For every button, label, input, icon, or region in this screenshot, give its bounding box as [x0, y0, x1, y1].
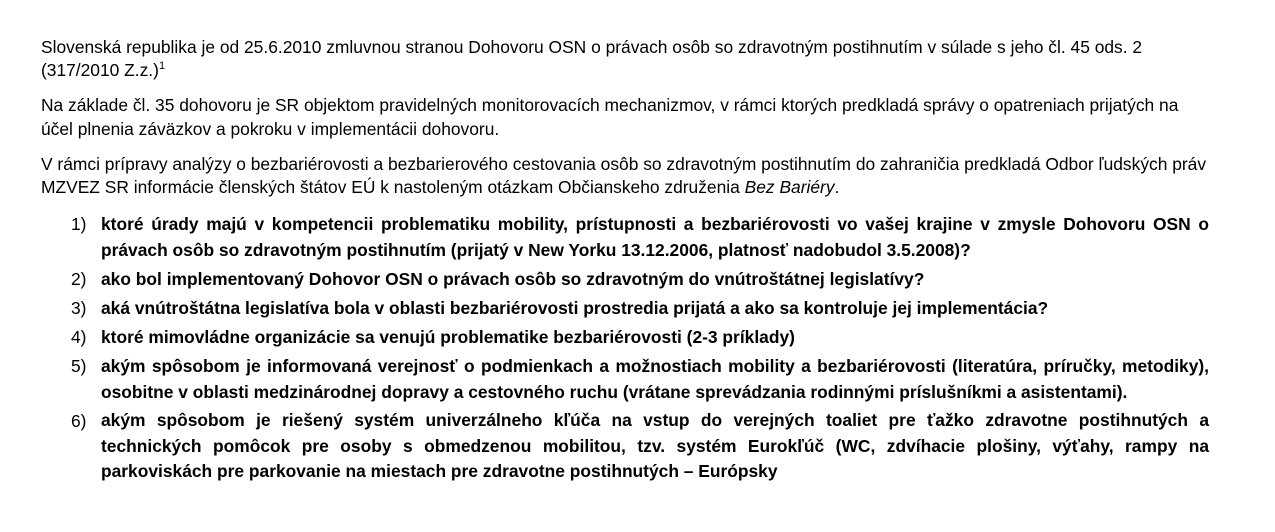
list-item: [41, 266, 1209, 292]
list-item-text: akým spôsobom je riešený systém univerzálneho kľúča na vstup do verejných toaliet pre ťažko zdravotne postihnutých a technických pomôcok pre osoby s obmedzenou mobilitou, tzv. systém Eurokľúč (WC, zdvíhacie plošiny, výťahy, rampy na parkoviskách pre parkovanie na miestach pre zdravotne postihnutých – Európsky: [101, 410, 1209, 482]
list-item-text: ktoré mimovládne organizácie sa venujú problematike bezbariérovosti (2-3 príklady): [101, 327, 795, 348]
organization-name: Bez Bariéry: [744, 177, 835, 198]
paragraph-convention-text: Slovenská republika je od 25.6.2010 zmluvnou stranou Dohovoru OSN o právach osôb so zdravotným postihnutím v súlade s jeho čl. 45 ods. 2 (317/2010 Z.z.): [41, 37, 1143, 81]
paragraph-analysis-end: .: [834, 177, 840, 198]
list-item-number: 4): [71, 327, 87, 348]
list-item-text: ako bol implementovaný Dohovor OSN o právach osôb so zdravotným do vnútroštátnej legislatívy?: [101, 269, 925, 290]
paragraph-convention: [41, 36, 1209, 82]
paragraph-analysis: [41, 153, 1209, 199]
list-item: [41, 353, 1209, 405]
document-page: [41, 36, 1209, 488]
list-item-text: ktoré úrady majú v kompetencii problematiku mobility, prístupnosti a bezbariérovosti vo vašej krajine v zmysle Dohovoru OSN o právach osôb so zdravotným postihnutím (prijatý v New Yorku 13.12.2006, platnosť nadobudol 3.5.2008)?: [101, 214, 1209, 261]
list-item: [41, 408, 1209, 485]
list-item-number: 3): [71, 298, 87, 319]
questions-list: [41, 211, 1209, 485]
list-item-number: 1): [71, 214, 87, 235]
footnote-marker[interactable]: 1: [158, 60, 166, 73]
paragraph-analysis-text: V rámci prípravy analýzy o bezbariérovosti a bezbarierového cestovania osôb so zdravotným postihnutím do zahraničia predkladá Odbor ľudských práv MZVEZ SR informácie členských štátov EÚ k nastoleným otázkam Občianskeho združenia: [41, 153, 1207, 198]
list-item-text: akým spôsobom je informovaná verejnosť o podmienkach a možnostiach mobility a bezbariérovosti (literatúra, príručky, metodiky), osobitne v oblasti medzinárodnej dopravy a cestovného ruchu (vrátane sprevádzania rodinnými príslušníkmi a asistentami).: [101, 356, 1209, 403]
list-item-number: 5): [71, 356, 87, 377]
list-item: [41, 211, 1209, 263]
list-item-text: aká vnútroštátna legislatíva bola v oblasti bezbariérovosti prostredia prijatá a ako sa kontroluje jej implementácia?: [101, 298, 1049, 319]
list-item: [41, 324, 1209, 350]
list-item: [41, 295, 1209, 321]
paragraph-monitoring: [41, 94, 1209, 140]
paragraph-monitoring-text: Na základe čl. 35 dohovoru je SR objektom pravidelných monitorovacích mechanizmov, v rámci ktorých predkladá správy o opatreniach prijatých na účel plnenia záväzkov a pokroku v implementácii dohovoru.: [41, 95, 1179, 139]
list-item-number: 6): [71, 411, 87, 432]
list-item-number: 2): [71, 269, 87, 290]
